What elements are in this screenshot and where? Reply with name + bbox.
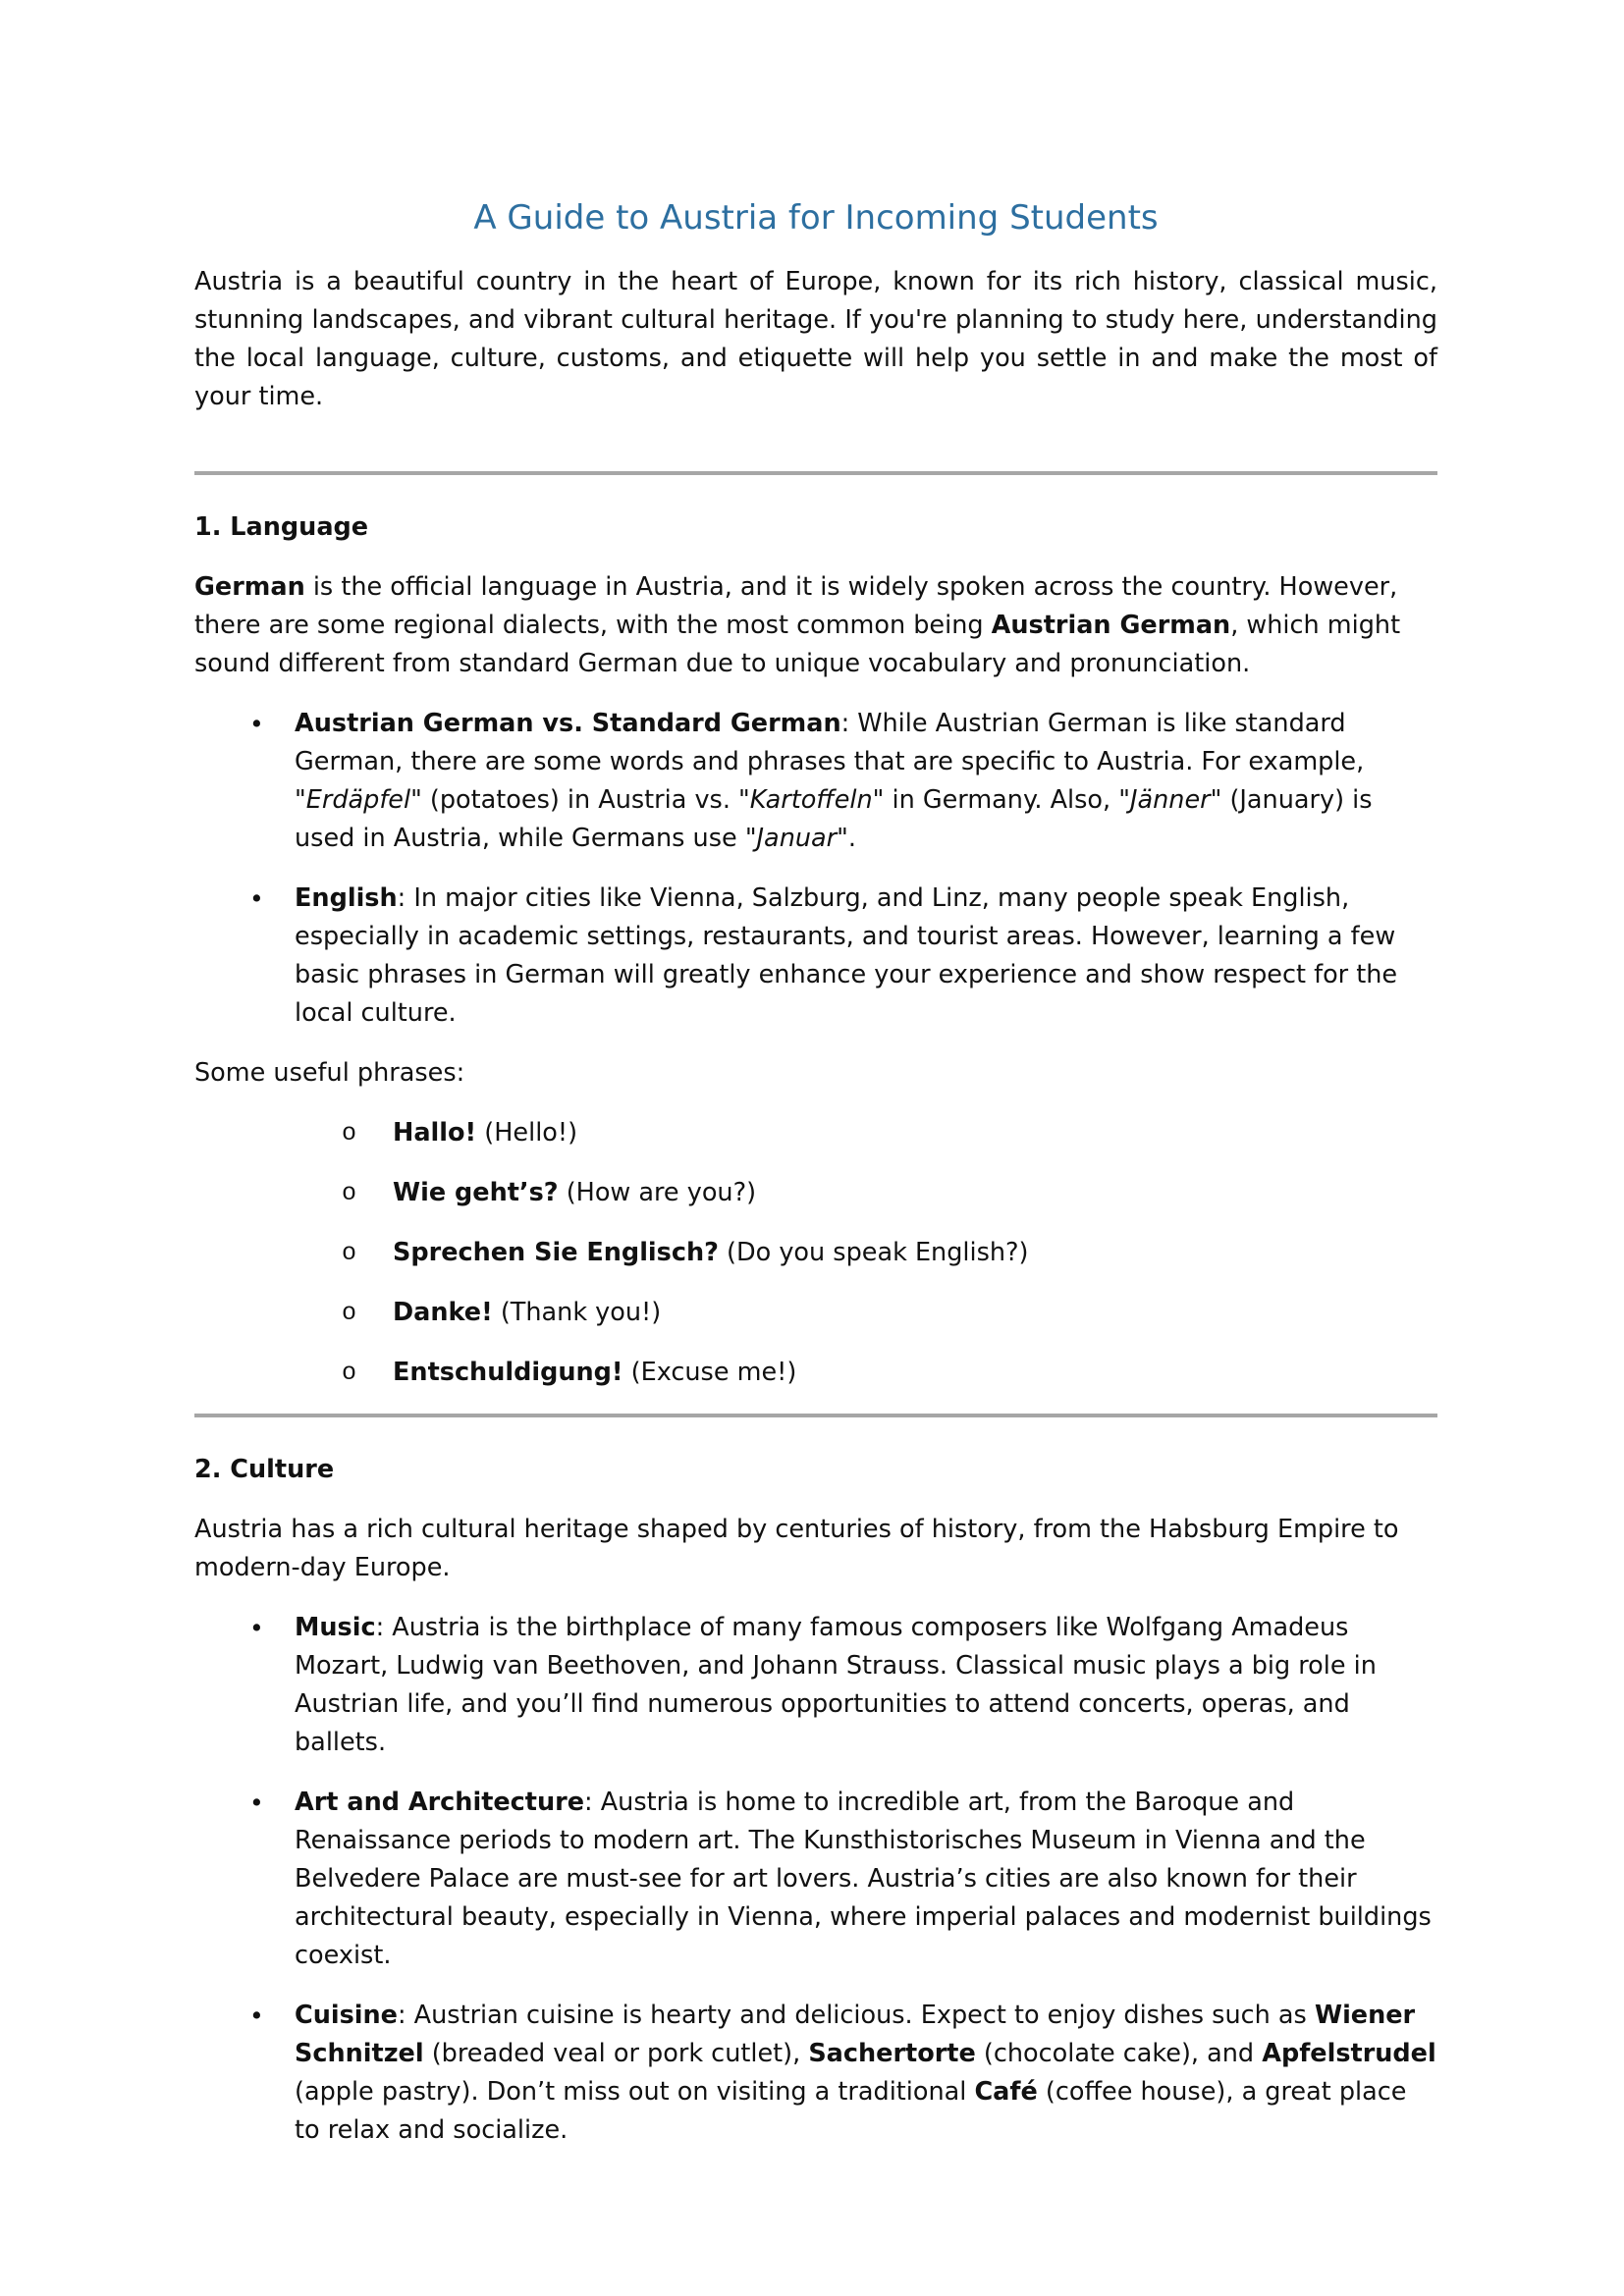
bullet-text: : Austria is the birthplace of many famous composers like Wolfgang Amadeus Mozart, Ludwig van Beethoven, and Johann Strauss. Classical music plays a big role in Austrian life, and you’ll find numerous opportunities to attend concerts, operas, and ballets. <box>295 1613 1377 1757</box>
phrase-german: Danke! <box>393 1298 493 1327</box>
phrase-item <box>194 1234 1437 1272</box>
sub-bullet-icon: o <box>342 1119 357 1148</box>
bullet-text: (coffee house), a great place to relax and socialize. <box>295 2077 1407 2145</box>
bullet-text: (chocolate cake), and <box>975 2039 1263 2068</box>
section-divider <box>194 471 1437 475</box>
bullet-term: Cuisine <box>295 2001 398 2030</box>
phrases-intro: Some useful phrases: <box>194 1058 465 1088</box>
phrase-item <box>194 1294 1437 1332</box>
term-german: German <box>194 572 305 602</box>
dish-name: Café <box>974 2077 1038 2107</box>
bullet-text: (potatoes) in Austria vs. <box>421 785 739 815</box>
term-austrian-german: Austrian German <box>991 611 1231 640</box>
dish-name: Sachertorte <box>808 2039 976 2068</box>
bullet-icon: • <box>249 2002 264 2030</box>
bullet-term: Music <box>295 1613 376 1642</box>
example-word: "Januar" <box>744 824 848 853</box>
phrase-german: Entschuldigung! <box>393 1358 623 1387</box>
bullet-text: : Austrian cuisine is hearty and delicious. Expect to enjoy dishes such as <box>397 2001 1315 2030</box>
phrase-translation: (How are you?) <box>558 1178 757 1207</box>
phrase-item <box>194 1114 1437 1152</box>
section-heading-language: 1. Language <box>194 512 369 542</box>
sub-bullet-icon: o <box>342 1239 357 1267</box>
example-word: "Kartoffeln" <box>738 785 885 815</box>
sub-bullet-icon: o <box>342 1359 357 1387</box>
list-item <box>194 1997 1437 2150</box>
phrase-item <box>194 1174 1437 1212</box>
dish-name: Wiener Schnitzel <box>295 2001 1416 2068</box>
bullet-text: : While Austrian German is like standard German, there are some words and phrases that are specific to Austria. For example, <box>295 709 1365 776</box>
list-item <box>194 1609 1437 1762</box>
sub-bullet-icon: o <box>342 1299 357 1327</box>
bullet-icon: • <box>249 1789 264 1817</box>
phrase-german: Wie geht’s? <box>393 1178 559 1207</box>
bullet-text: in Germany. Also, <box>884 785 1119 815</box>
document-page <box>194 196 1437 2171</box>
phrase-translation: (Excuse me!) <box>623 1358 797 1387</box>
example-word: "Jänner" <box>1118 785 1222 815</box>
phrase-translation: (Do you speak English?) <box>718 1238 1029 1267</box>
bullet-icon: • <box>249 884 264 913</box>
bullet-term: Austrian German vs. Standard German <box>295 709 841 738</box>
bullet-icon: • <box>249 710 264 738</box>
phrase-german: Sprechen Sie Englisch? <box>393 1238 719 1267</box>
bullet-text: . <box>847 824 856 853</box>
bullet-text: (breaded veal or pork cutlet), <box>423 2039 809 2068</box>
phrase-list <box>194 1114 1437 1392</box>
bullet-icon: • <box>249 1614 264 1642</box>
section-divider <box>194 1414 1437 1417</box>
language-paragraph <box>194 568 1437 683</box>
intro-paragraph: Austria is a beautiful country in the heart of Europe, known for its rich history, classical music, stunning landscapes, and vibrant cultural heritage. If you're planning to study here, understanding the local language, culture, customs, and etiquette will help you settle in and make the most of your time. <box>194 267 1437 411</box>
dish-name: Apfelstrudel <box>1262 2039 1436 2068</box>
list-item <box>194 880 1437 1033</box>
example-word: "Erdäpfel" <box>295 785 422 815</box>
phrase-item <box>194 1354 1437 1392</box>
language-text-1: is the official language in Austria, and it is widely spoken across the country. However, there are some regional dialects, with the most common being <box>194 572 1398 640</box>
phrase-german: Hallo! <box>393 1118 477 1148</box>
culture-paragraph: Austria has a rich cultural heritage shaped by centuries of history, from the Habsburg Empire to modern-day Europe. <box>194 1515 1399 1582</box>
bullet-term: Art and Architecture <box>295 1788 585 1817</box>
culture-bullet-list <box>194 1609 1437 2150</box>
bullet-term: English <box>295 883 398 913</box>
list-item <box>194 705 1437 858</box>
language-text-2: , which might sound different from standard German due to unique vocabulary and pronunciation. <box>194 611 1401 678</box>
language-bullet-list <box>194 705 1437 1033</box>
bullet-text: : Austria is home to incredible art, from the Baroque and Renaissance periods to modern art. The Kunsthistorisches Museum in Vienna and the Belvedere Palace are must-see for art lovers. Austria’s cities are also known for their architectural beauty, especially in Vienna, where imperial palaces and modernist buildings coexist. <box>295 1788 1432 1970</box>
section-heading-culture: 2. Culture <box>194 1455 335 1484</box>
sub-bullet-icon: o <box>342 1179 357 1207</box>
document-title: A Guide to Austria for Incoming Students <box>473 198 1159 238</box>
phrase-translation: (Hello!) <box>476 1118 578 1148</box>
list-item <box>194 1784 1437 1975</box>
bullet-text: (January) is used in Austria, while Germans use <box>295 785 1373 853</box>
bullet-text: (apple pastry). Don’t miss out on visiting a traditional <box>295 2077 975 2107</box>
phrase-translation: (Thank you!) <box>492 1298 662 1327</box>
bullet-text: : In major cities like Vienna, Salzburg, and Linz, many people speak English, especially in academic settings, restaurants, and tourist areas. However, learning a few basic phrases in German will greatly enhance your experience and show respect for the local culture. <box>295 883 1398 1028</box>
